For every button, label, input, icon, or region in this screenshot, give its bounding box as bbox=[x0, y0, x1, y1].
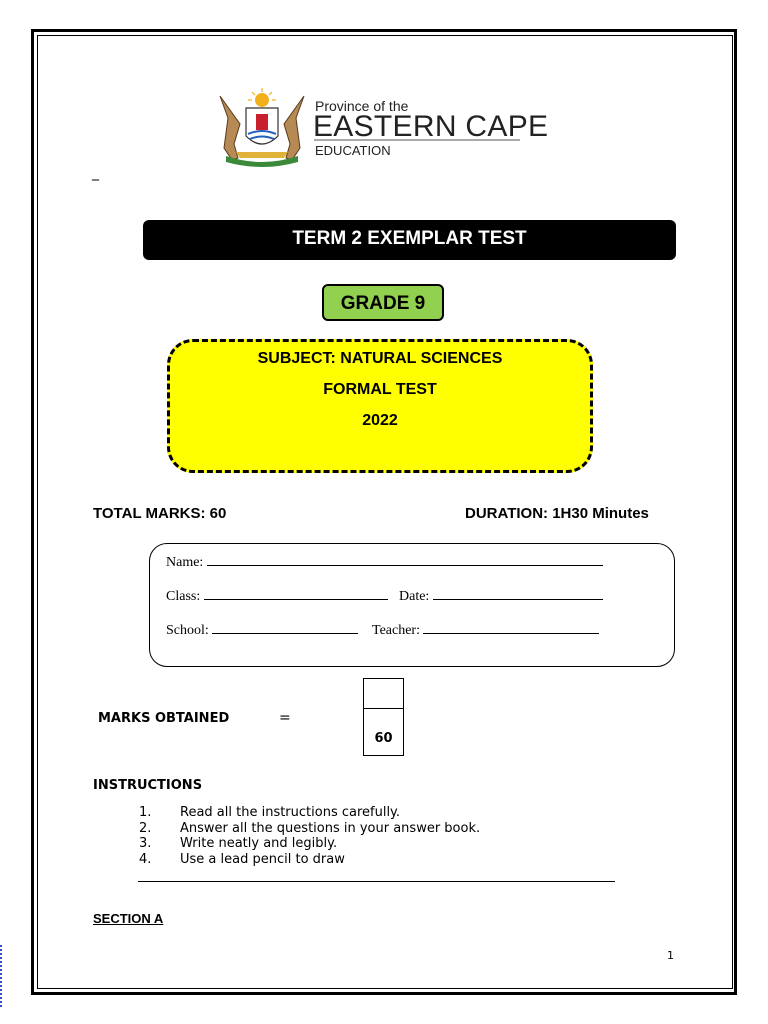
date-row bbox=[399, 587, 603, 605]
duration: DURATION: 1H30 Minutes bbox=[465, 505, 649, 522]
class-field[interactable] bbox=[204, 587, 388, 600]
section-a-heading: SECTION A bbox=[93, 911, 164, 926]
marks-obtained-label: MARKS OBTAINED bbox=[98, 711, 230, 726]
name-row bbox=[166, 553, 603, 571]
teacher-row bbox=[372, 621, 599, 639]
instruction-text: Use a lead pencil to draw bbox=[180, 851, 345, 867]
edge-dotted-marker bbox=[0, 945, 5, 1007]
logo-education-text: EDUCATION bbox=[315, 143, 391, 158]
instructions-heading: INSTRUCTIONS bbox=[93, 778, 203, 793]
equals-sign: = bbox=[279, 710, 291, 726]
instruction-item bbox=[139, 852, 480, 868]
instruction-item bbox=[139, 805, 480, 821]
score-total: 60 bbox=[374, 731, 393, 746]
instruction-number: 3. bbox=[139, 836, 152, 851]
instruction-text: Answer all the questions in your answer book. bbox=[180, 820, 481, 836]
class-row bbox=[166, 587, 388, 605]
instruction-item bbox=[139, 836, 480, 852]
teacher-label: Teacher: bbox=[372, 623, 420, 638]
name-field[interactable] bbox=[207, 553, 603, 566]
dash-mark: _ bbox=[92, 165, 99, 181]
logo-province-text: Province of the bbox=[315, 98, 409, 114]
total-marks: TOTAL MARKS: 60 bbox=[93, 505, 227, 522]
teacher-field[interactable] bbox=[423, 621, 599, 634]
instruction-number: 4. bbox=[139, 851, 152, 867]
instructions-list bbox=[139, 805, 480, 867]
date-field[interactable] bbox=[433, 587, 603, 600]
test-type-text: FORMAL TEST bbox=[323, 381, 437, 398]
class-label: Class: bbox=[166, 589, 201, 604]
school-field[interactable] bbox=[212, 621, 358, 634]
year-text: 2022 bbox=[362, 412, 398, 429]
instruction-text: Read all the instructions carefully. bbox=[180, 805, 401, 820]
date-label: Date: bbox=[399, 589, 430, 604]
test-title-banner: TERM 2 EXEMPLAR TEST bbox=[143, 220, 676, 260]
instruction-number: 2. bbox=[139, 820, 152, 836]
score-divider bbox=[363, 708, 404, 709]
instruction-number: 1. bbox=[139, 805, 152, 820]
instruction-text: Write neatly and legibly. bbox=[180, 836, 338, 851]
name-label: Name: bbox=[166, 555, 204, 570]
school-row bbox=[166, 621, 358, 639]
school-label: School: bbox=[166, 623, 209, 638]
page-number: 1 bbox=[667, 949, 674, 962]
logo-eastern-cape-text: EASTERN CAPE bbox=[313, 110, 549, 143]
subject-text: SUBJECT: NATURAL SCIENCES bbox=[257, 350, 503, 367]
instruction-item bbox=[139, 821, 480, 837]
separator-line bbox=[138, 881, 615, 882]
grade-badge: GRADE 9 bbox=[322, 284, 444, 321]
